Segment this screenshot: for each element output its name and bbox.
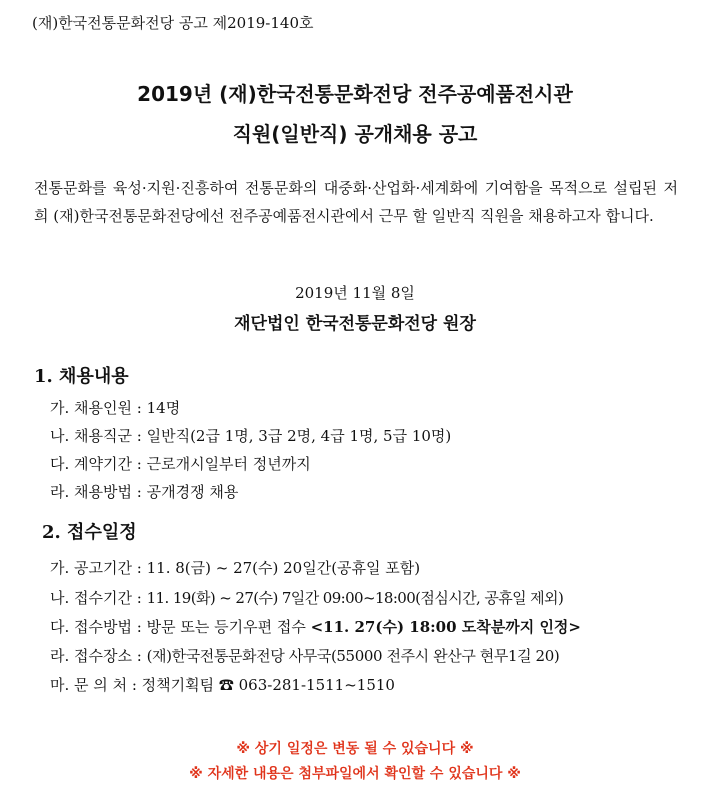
schedule-row: 라. 접수장소 : (재)한국전통문화전당 사무국(55000 전주시 완산구 현무1길 20) bbox=[50, 647, 560, 665]
row-label: 채용방법 bbox=[74, 483, 133, 501]
schedule-row: 마. 문 의 처 : 정책기획팀 ☎ 063-281-1511~1510 bbox=[50, 676, 395, 694]
recruit-row: 나. 채용직군 : 일반직(2급 1명, 3급 2명, 4급 1명, 5급 10명) bbox=[50, 427, 452, 445]
row-marker: 가. bbox=[50, 399, 70, 417]
section-heading-schedule: 2. 접수일정 bbox=[42, 522, 137, 543]
row-value: (재)한국전통문화전당 사무국(55000 전주시 완산구 현무1길 20) bbox=[146, 647, 560, 665]
row-value: 14명 bbox=[146, 399, 181, 417]
row-marker: 다. bbox=[50, 618, 70, 636]
schedule-row: 나. 접수기간 : 11. 19(화) ~ 27(수) 7일간 09:00~18:00(점심시간, 공휴일 제외) bbox=[50, 589, 564, 607]
schedule-row: 가. 공고기간 : 11. 8(금) ~ 27(수) 20일간(공휴일 포함) bbox=[50, 559, 421, 577]
row-value: 근로개시일부터 정년까지 bbox=[146, 455, 311, 473]
schedule-row: 다. 접수방법 : 방문 또는 등기우편 접수 <11. 27(수) 18:00 도착분까지 인정> bbox=[50, 618, 581, 636]
notice-note-attachment: ※ 자세한 내용은 첨부파일에서 확인할 수 있습니다 ※ bbox=[189, 766, 521, 782]
row-label: 채용인원 bbox=[74, 399, 133, 417]
recruit-row: 다. 계약기간 : 근로개시일부터 정년까지 bbox=[50, 455, 311, 473]
notice-number: (재)한국전통문화전당 공고 제2019-140호 bbox=[32, 14, 314, 32]
announcement-date: 2019년 11월 8일 bbox=[295, 284, 415, 302]
row-marker: 다. bbox=[50, 455, 70, 473]
row-marker: 마. bbox=[50, 676, 70, 694]
row-value: 공개경쟁 채용 bbox=[146, 483, 239, 501]
row-label: 문 의 처 bbox=[74, 676, 128, 694]
row-value: 방문 또는 등기우편 접수 bbox=[146, 618, 311, 636]
row-marker: 나. bbox=[50, 589, 70, 607]
title-line-1: 2019년 (재)한국전통문화전당 전주공예품전시관 bbox=[137, 82, 573, 106]
row-marker: 나. bbox=[50, 427, 70, 445]
issuer-name: 재단법인 한국전통문화전당 원장 bbox=[234, 314, 476, 334]
row-value: 정책기획팀 ☎ 063-281-1511~1510 bbox=[141, 676, 395, 694]
row-label: 공고기간 bbox=[74, 559, 133, 577]
row-label: 접수방법 bbox=[74, 618, 133, 636]
recruit-row: 라. 채용방법 : 공개경쟁 채용 bbox=[50, 483, 239, 501]
row-label: 채용직군 bbox=[74, 427, 133, 445]
row-marker: 가. bbox=[50, 559, 70, 577]
notice-note-schedule-change: ※ 상기 일정은 변동 될 수 있습니다 ※ bbox=[236, 741, 474, 757]
row-marker: 라. bbox=[50, 647, 70, 665]
row-marker: 라. bbox=[50, 483, 70, 501]
row-label: 계약기간 bbox=[74, 455, 133, 473]
row-value: 11. 8(금) ~ 27(수) 20일간(공휴일 포함) bbox=[146, 559, 421, 577]
row-value: 11. 19(화) ~ 27(수) 7일간 09:00~18:00(점심시간, 공휴일 제외) bbox=[146, 589, 564, 607]
row-value: 일반직(2급 1명, 3급 2명, 4급 1명, 5급 10명) bbox=[146, 427, 452, 445]
row-value-emphasis: <11. 27(수) 18:00 도착분까지 인정> bbox=[310, 618, 581, 636]
recruit-row: 가. 채용인원 : 14명 bbox=[50, 399, 181, 417]
intro-paragraph: 전통문화를 육성·지원·진흥하여 전통문화의 대중화·산업화·세계화에 기여함을 목적으로 설립된 저희 (재)한국전통문화전당에선 전주공예품전시관에서 근무 할 일반직 직원을 채용하고자 합니다. bbox=[34, 179, 678, 225]
title-line-2: 직원(일반직) 공개채용 공고 bbox=[232, 122, 478, 146]
row-label: 접수기간 bbox=[74, 589, 133, 607]
section-heading-recruitment: 1. 채용내용 bbox=[34, 366, 129, 387]
row-label: 접수장소 bbox=[74, 647, 133, 665]
